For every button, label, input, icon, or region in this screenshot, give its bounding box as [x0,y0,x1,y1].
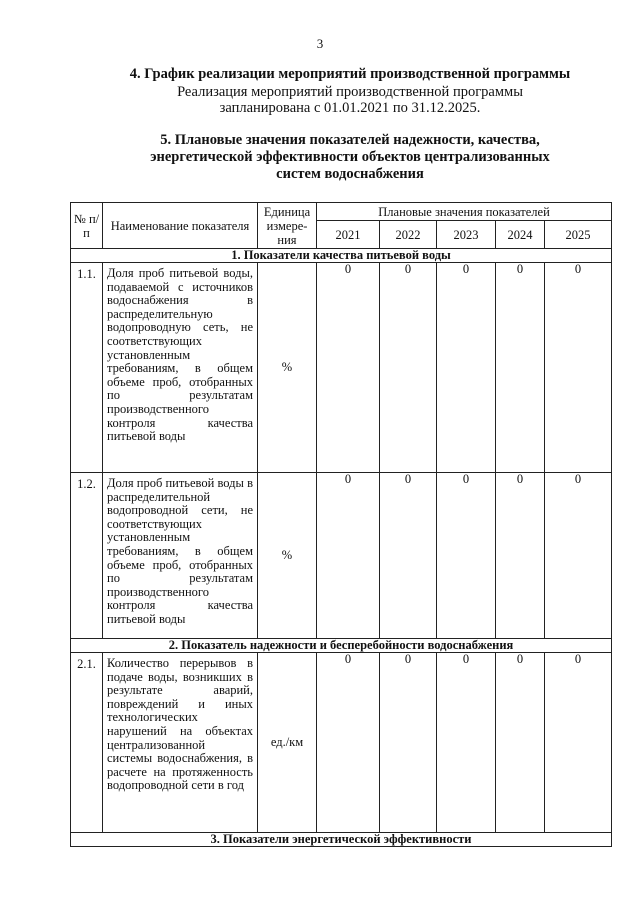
row-value: 0 [317,653,380,833]
row-value: 0 [496,263,545,473]
section-5-line-3: систем водоснабжения [276,166,424,182]
section-5-line-2: энергетической эффективности объектов централизованных [150,149,550,165]
section-title: 1. Показатели качества питьевой воды [71,249,612,263]
header-year: 2025 [545,221,612,249]
section-4-line-2: запланирована с 01.01.2021 по 31.12.2025. [219,100,481,116]
section-title: 2. Показатель надежности и бесперебойности водоснабжения [71,639,612,653]
indicators-table [70,202,612,847]
row-value: 0 [437,263,496,473]
row-value: 0 [545,263,612,473]
table-row [71,263,612,473]
section-4-line-1: Реализация мероприятий производственной программы [177,84,523,100]
row-unit: % [258,473,317,639]
row-name: Количество перерывов в подаче воды, возникших в результате аварий, повреждений и иных технологических нарушений на объектах централизованной системы водоснабжения, в расчете на протяженность водопроводной сети в год [103,653,258,833]
table-row [71,473,612,639]
header-year: 2023 [437,221,496,249]
row-value: 0 [496,473,545,639]
header-year: 2021 [317,221,380,249]
row-value: 0 [437,473,496,639]
section-row [71,639,612,653]
row-value: 0 [496,653,545,833]
section-4-text [110,84,590,116]
row-value: 0 [545,473,612,639]
row-name: Доля проб питьевой воды в распределительной водопроводной сети, не соответствующих установленным требованиям, в общем объеме проб, отобранных по результатам производственного контроля качества питьевой воды [103,473,258,639]
row-num: 1.2. [71,473,103,639]
table-row [71,653,612,833]
section-4-title: 4. График реализации мероприятий производственной программы [129,66,571,82]
row-unit: ед./км [258,653,317,833]
row-num: 1.1. [71,263,103,473]
page-number: 3 [316,36,324,51]
header-year: 2024 [496,221,545,249]
header-plan: Плановые значения показателей [317,203,612,221]
row-value: 0 [317,473,380,639]
section-row [71,249,612,263]
header-name: Наименование показателя [103,203,258,249]
section-row [71,833,612,847]
header-num: № п/п [71,203,103,249]
row-name: Доля проб питьевой воды, подаваемой с источников водоснабжения в распределительную водопроводную сеть, не соответствующих установленным требованиям, в общем объеме проб, отобранных по результатам производственного контроля качества питьевой воды [103,263,258,473]
header-year: 2022 [380,221,437,249]
row-value: 0 [317,263,380,473]
row-value: 0 [380,473,437,639]
row-value: 0 [380,263,437,473]
row-value: 0 [545,653,612,833]
section-5-title [100,132,600,183]
row-num: 2.1. [71,653,103,833]
section-title: 3. Показатели энергетической эффективности [71,833,612,847]
row-value: 0 [437,653,496,833]
section-5-line-1: 5. Плановые значения показателей надежности, качества, [160,132,540,148]
row-unit: % [258,263,317,473]
header-unit: Единица измере-ния [258,203,317,249]
row-value: 0 [380,653,437,833]
